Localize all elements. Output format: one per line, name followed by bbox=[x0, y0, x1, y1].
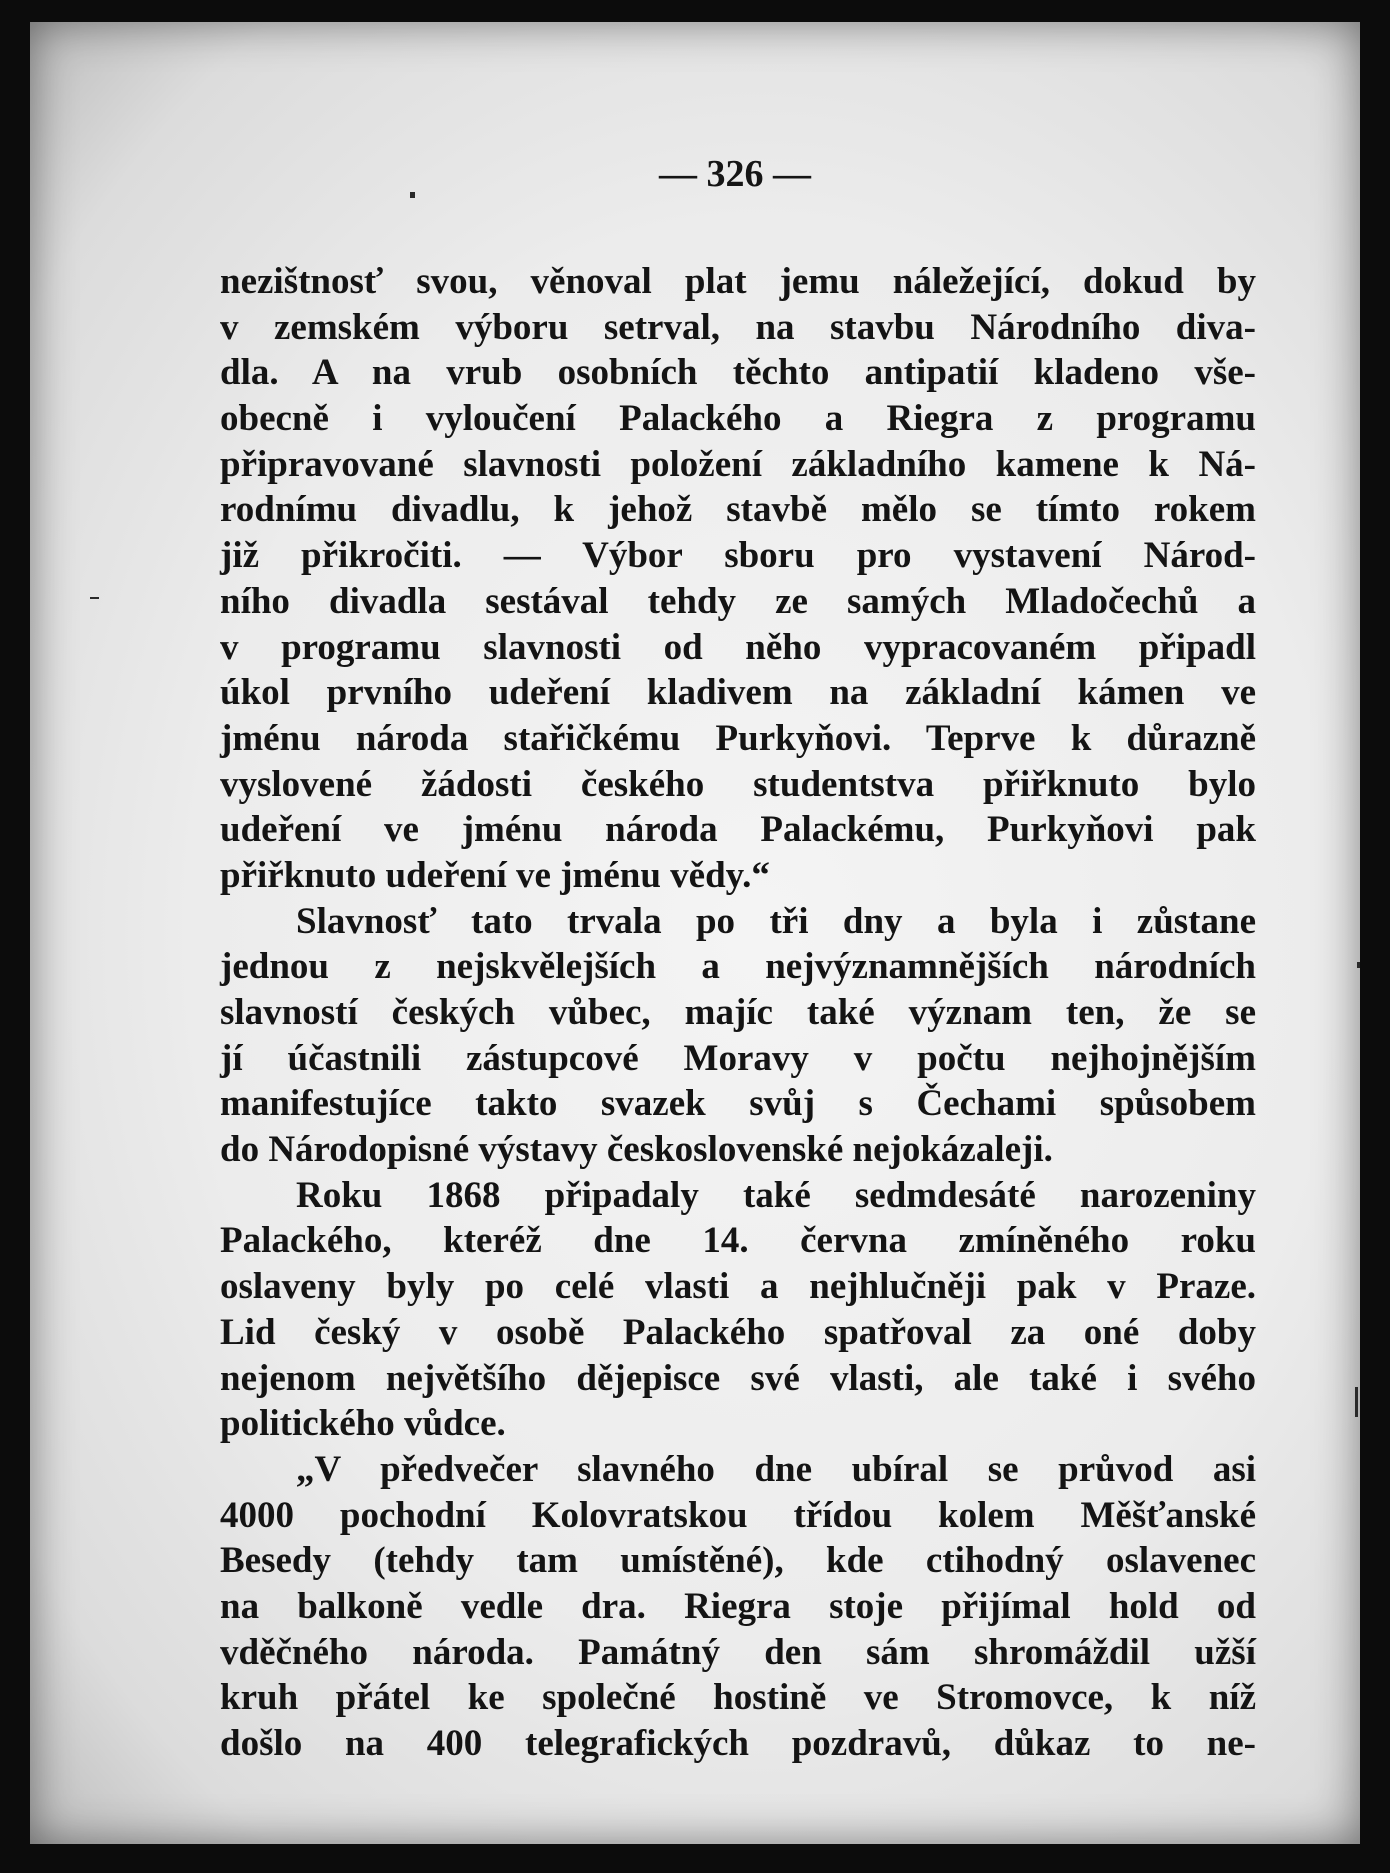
text-line: obecně i vyloučení Palackého a Riegra z programu bbox=[220, 398, 1256, 440]
paragraph-4 bbox=[220, 1447, 1256, 1767]
scan-speck bbox=[410, 192, 415, 198]
text-line: vyslovené žádosti českého studentstva přiřknuto bylo bbox=[220, 763, 1256, 805]
text-line: Besedy (tehdy tam umístěné), kde ctihodný oslavenec bbox=[220, 1540, 1256, 1582]
text-line: Palackého, kteréž dne 14. června zmíněného roku bbox=[220, 1220, 1256, 1262]
text-line: přiřknuto udeření ve jménu vědy.“ bbox=[220, 854, 770, 896]
text-line: do Národopisné výstavy československé nejokázaleji. bbox=[220, 1129, 1053, 1171]
text-line: připravované slavnosti položení základního kamene k Ná- bbox=[220, 443, 1256, 485]
text-line: jednou z nejskvělejších a nejvýznamnějších národních bbox=[220, 946, 1256, 988]
paragraph-1 bbox=[220, 259, 1256, 899]
text-line: v programu slavnosti od něho vypracovaném připadl bbox=[220, 626, 1256, 668]
text-line: dla. A na vrub osobních těchto antipatií kladeno vše- bbox=[220, 352, 1256, 394]
text-line: nezištnosť svou, věnoval plat jemu náležející, dokud by bbox=[220, 261, 1256, 302]
text-line: na balkoně vedle dra. Riegra stoje přijímal hold od bbox=[220, 1585, 1256, 1627]
text-line: manifestujíce takto svazek svůj s Čechami spůsobem bbox=[220, 1083, 1256, 1125]
text-line: 4000 pochodní Kolovratskou třídou kolem Měšťanské bbox=[220, 1494, 1256, 1536]
text-line: kruh přátel ke společné hostině ve Stromovce, k níž bbox=[220, 1677, 1256, 1719]
scan-speck bbox=[1357, 962, 1360, 968]
text-line: Slavnosť tato trvala po tři dny a byla i zůstane bbox=[296, 900, 1256, 942]
text-line: nejenom největšího dějepisce své vlasti, ale také i svého bbox=[220, 1357, 1256, 1399]
text-line: politického vůdce. bbox=[220, 1403, 506, 1445]
scan-speck bbox=[1355, 1387, 1358, 1417]
paragraph-2 bbox=[220, 899, 1256, 1173]
paper-sheet bbox=[30, 22, 1360, 1844]
paragraph-3 bbox=[220, 1173, 1256, 1447]
text-line: došlo na 400 telegrafických pozdravů, důkaz to ne- bbox=[220, 1723, 1256, 1764]
text-line: ního divadla sestával tehdy ze samých Mladočechů a bbox=[220, 580, 1256, 622]
text-line: oslaveny byly po celé vlasti a nejhlučněji pak v Praze. bbox=[220, 1266, 1256, 1308]
text-line: již přikročiti. — Výbor sboru pro vystavení Národ- bbox=[220, 535, 1256, 577]
text-line: úkol prvního udeření kladivem na základní kámen ve bbox=[220, 672, 1256, 714]
text-line: udeření ve jménu národa Palackému, Purkyňovi pak bbox=[220, 809, 1256, 851]
text-line: rodnímu divadlu, k jehož stavbě mělo se tímto rokem bbox=[220, 489, 1256, 531]
text-line: v zemském výboru setrval, na stavbu Národního diva- bbox=[220, 306, 1256, 348]
page-number: — 326 — bbox=[659, 153, 811, 195]
text-line: Roku 1868 připadaly také sedmdesáté narozeniny bbox=[296, 1174, 1256, 1216]
scan-speck bbox=[90, 597, 99, 599]
text-line: jménu národa stařičkému Purkyňovi. Teprve k důrazně bbox=[220, 717, 1256, 759]
text-line: Lid český v osobě Palackého spatřoval za oné doby bbox=[220, 1311, 1256, 1353]
text-line: jí účastnili zástupcové Moravy v počtu nejhojnějším bbox=[220, 1037, 1256, 1079]
text-line: slavností českých vůbec, majíc také význam ten, že se bbox=[220, 992, 1256, 1033]
body-text bbox=[220, 259, 1256, 1767]
text-line: „V předvečer slavného dne ubíral se průvod asi bbox=[296, 1448, 1256, 1490]
text-line: vděčného národa. Památný den sám shromáždil užší bbox=[220, 1631, 1256, 1673]
